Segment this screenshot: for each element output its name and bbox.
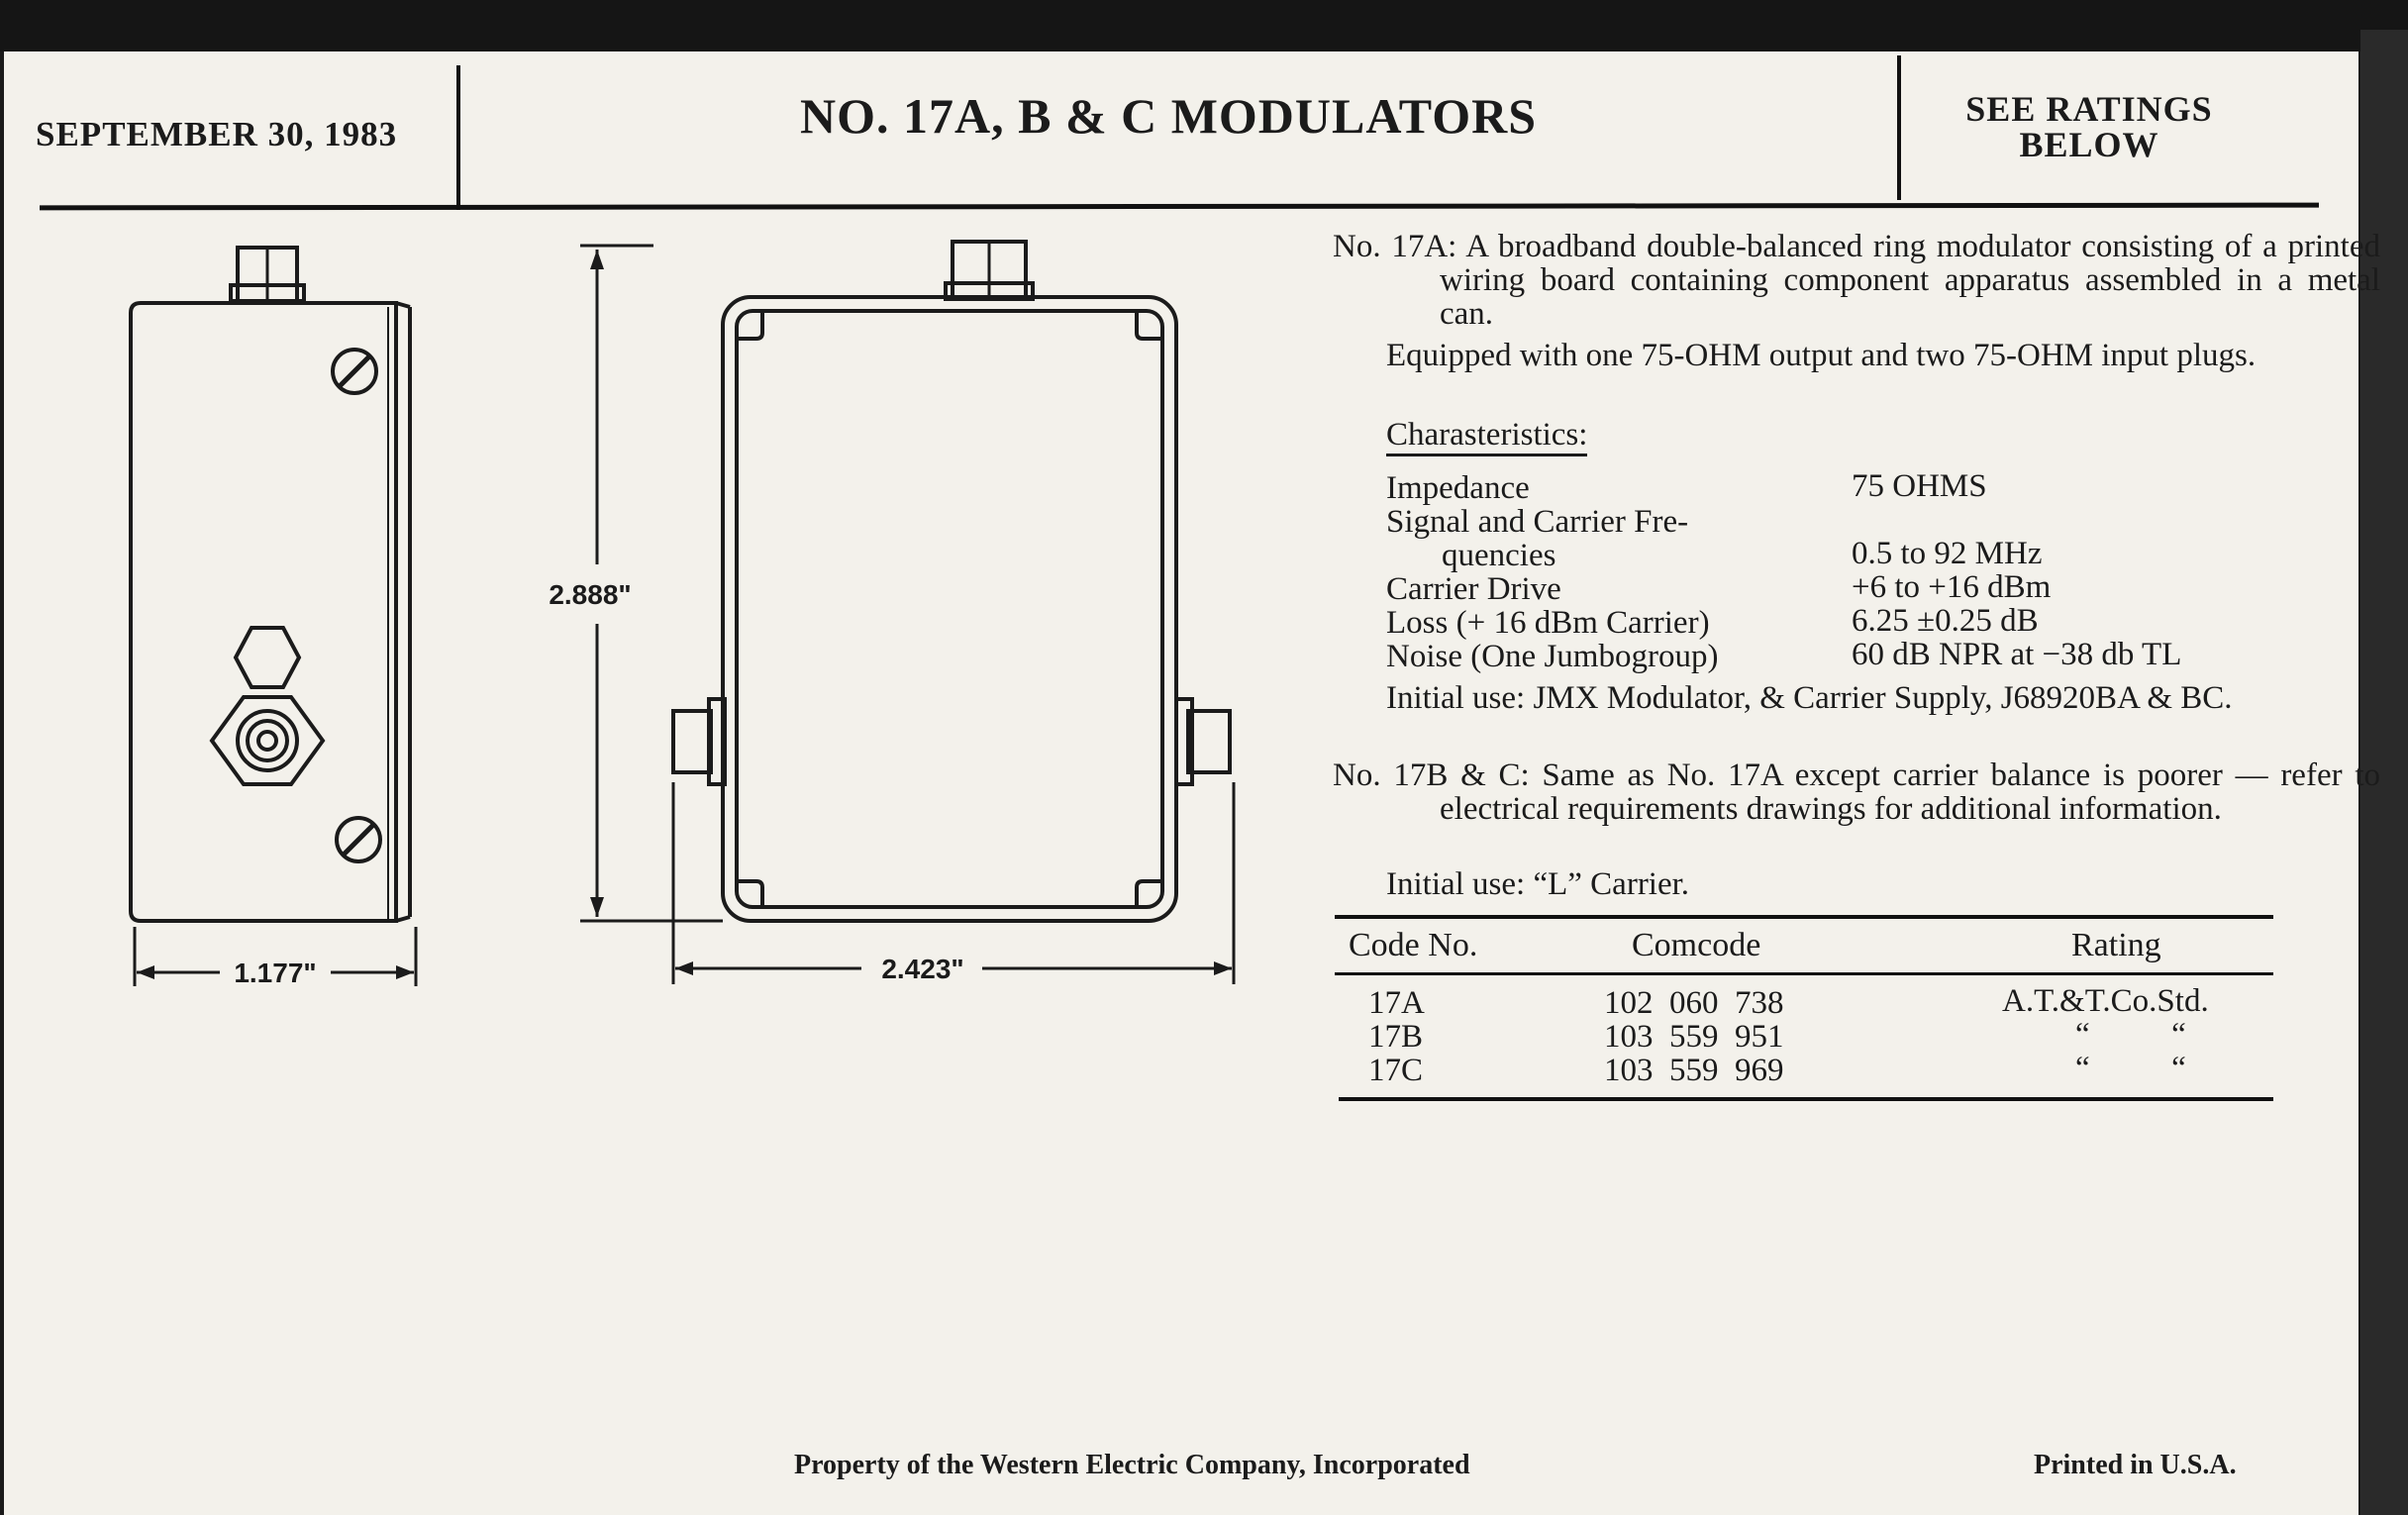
table-bottom-rule xyxy=(1339,1097,2273,1101)
dimension-side-width: 1.177" xyxy=(234,958,317,988)
screw-icon xyxy=(333,350,376,393)
front-view xyxy=(673,242,1230,921)
left-side-connector xyxy=(673,711,711,772)
screw-icon xyxy=(337,818,380,861)
right-side-connector xyxy=(1188,711,1230,772)
characteristics-heading: Charasteristics: xyxy=(1386,418,1587,456)
char-name: Carrier Drive xyxy=(1386,571,1561,607)
table-cell-comcode: 103 559 951 xyxy=(1604,1019,1784,1055)
side-body xyxy=(131,303,396,921)
char-value: 6.25 ±0.25 dB xyxy=(1852,603,2039,639)
table-cell-code: 17B xyxy=(1368,1019,1424,1055)
table-cell-comcode: 102 060 738 xyxy=(1604,985,1784,1021)
char-name: quencies xyxy=(1442,538,1556,573)
table-cell-rating: “ “ xyxy=(2075,1051,2186,1086)
description-17a: No. 17A: A broadband double-balanced ring modulator consisting of a printed wiring board containing component apparatus assembled in a metal can. xyxy=(1333,229,2380,332)
table-header-code: Code No. xyxy=(1349,927,1478,963)
table-cell-rating: A.T.&T.Co.Std. xyxy=(2002,983,2209,1019)
char-value: 60 dB NPR at −38 db TL xyxy=(1852,637,2182,672)
dimension-front-width: 2.423" xyxy=(881,954,964,984)
table-cell-comcode: 103 559 969 xyxy=(1604,1053,1784,1088)
header-ratings-line1: SEE RATINGS xyxy=(1965,89,2213,129)
char-value: +6 to +16 dBm xyxy=(1852,569,2052,605)
page-title: NO. 17A, B & C MODULATORS xyxy=(799,88,1538,144)
table-top-rule xyxy=(1335,915,2273,919)
char-name: Signal and Carrier Fre- xyxy=(1386,504,1689,540)
front-body xyxy=(723,297,1176,921)
header-ratings xyxy=(1911,91,2267,162)
dimension-front-height: 2.888" xyxy=(549,579,632,610)
description-17bc: No. 17B & C: Same as No. 17A except carrier balance is poorer — refer to electrical requirements drawings for additional information. xyxy=(1333,758,2380,827)
table-header-rating: Rating xyxy=(2071,927,2161,963)
char-name: Noise (One Jumbogroup) xyxy=(1386,639,1719,674)
side-view xyxy=(131,248,410,921)
hex-nut-icon xyxy=(236,628,299,687)
table-cell-code: 17C xyxy=(1368,1053,1424,1088)
initial-use-17bc: Initial use: “L” Carrier. xyxy=(1386,866,1690,902)
footer-property: Property of the Western Electric Company, Incorporated xyxy=(794,1450,1470,1480)
dimension-lines xyxy=(135,246,1234,986)
header-date: SEPTEMBER 30, 1983 xyxy=(36,115,398,153)
table-cell-rating: “ “ xyxy=(2075,1017,2186,1053)
char-name: Loss (+ 16 dBm Carrier) xyxy=(1386,605,1710,641)
header-ratings-line2: BELOW xyxy=(2019,125,2159,164)
char-value: 0.5 to 92 MHz xyxy=(1852,536,2043,571)
table-header-comcode: Comcode xyxy=(1632,927,1761,963)
modulator-drawing xyxy=(0,0,1307,1020)
table-header-rule xyxy=(1335,972,2273,975)
table-cell-code: 17A xyxy=(1368,985,1425,1021)
initial-use-17a: Initial use: JMX Modulator, & Carrier Supply, J68920BA & BC. xyxy=(1386,680,2233,716)
footer-printed: Printed in U.S.A. xyxy=(2034,1450,2237,1480)
char-value: 75 OHMS xyxy=(1852,468,1987,504)
header-divider-right xyxy=(1897,55,1901,200)
char-name: Impedance xyxy=(1386,470,1530,506)
description-equipped: Equipped with one 75-OHM output and two 75-OHM input plugs. xyxy=(1386,338,2257,373)
